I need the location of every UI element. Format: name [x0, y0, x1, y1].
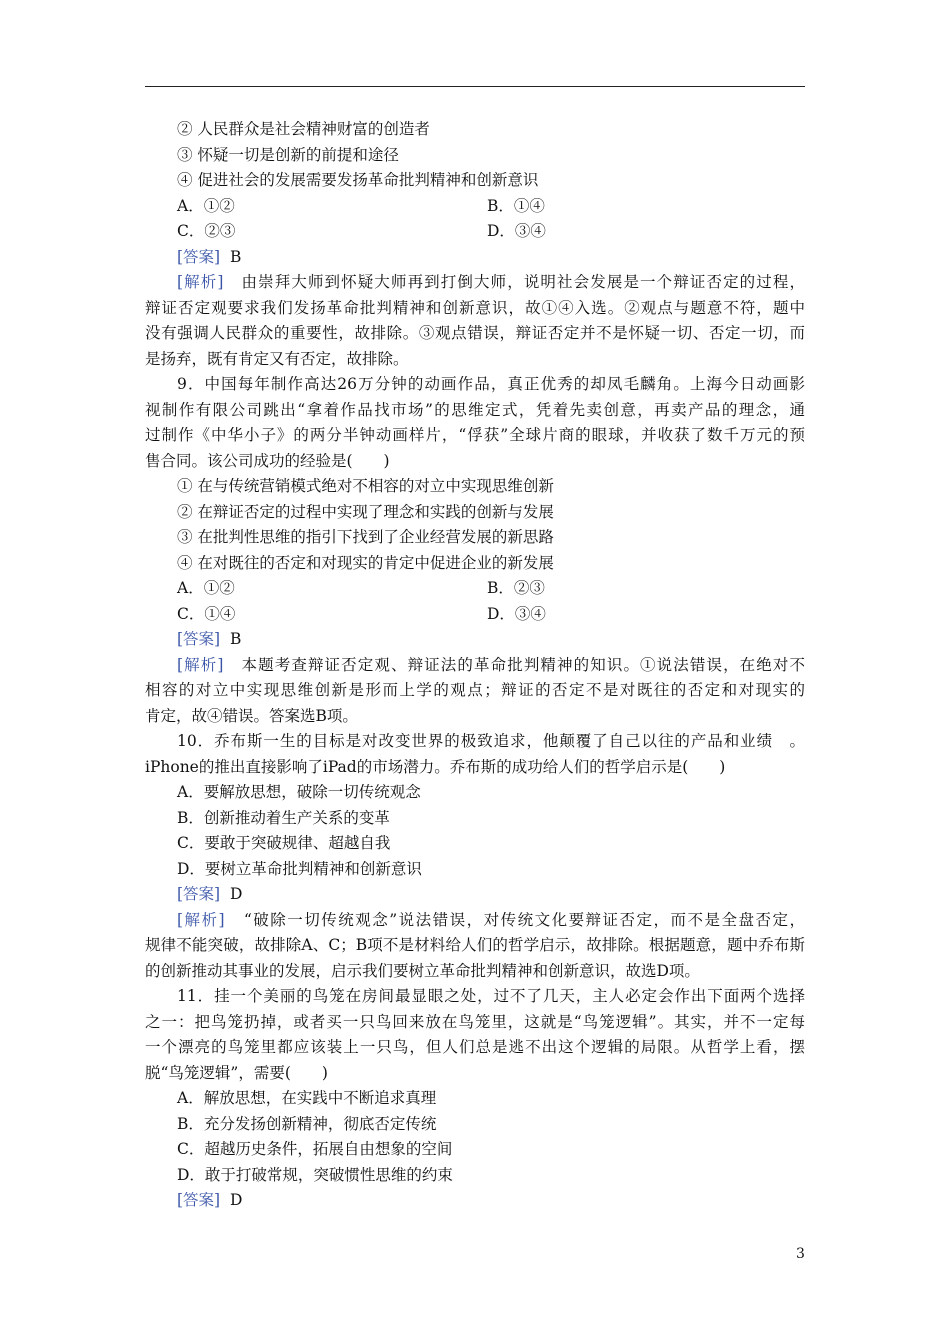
q11-choice-c: C．超越历史条件，拓展自由想象的空间	[177, 1140, 453, 1158]
q8-answer-value: B	[229, 247, 242, 266]
q8-option-d: D．③④	[487, 222, 546, 240]
answer-tag: [答案]	[177, 1191, 221, 1209]
q8-option-a: A．①②	[177, 196, 235, 215]
q8-item-3: ③ 怀疑一切是创新的前提和途径	[177, 145, 399, 164]
q8-answer	[145, 245, 805, 271]
q8-analysis-line-1: [解析] 由崇拜大师到怀疑大师再到打倒大师，说明社会发展是一个辩证否定的过程，	[177, 273, 805, 291]
q8-option-c: C．②③	[177, 222, 236, 240]
q10-analysis-line-3: 的创新推动其事业的发展，启示我们要树立革命批判精神和创新意识，故选D项。	[145, 961, 700, 980]
q8-analysis-line-2: 辩证否定观要求我们发扬革命批判精神和创新意识，故①④入选。②观点与题意不符，题中	[145, 298, 805, 317]
q9-answer-value: B	[229, 630, 242, 648]
q11-answer	[145, 1188, 805, 1214]
q11-stem-line-1: 11．挂一个美丽的鸟笼在房间最显眼之处，过不了几天，主人必定会作出下面两个选择	[177, 987, 805, 1005]
q8-option-b: B．①④	[487, 196, 545, 215]
q9-analysis-line-3: 肯定，故④错误。答案选B项。	[145, 706, 358, 725]
analysis-tag: [解析]	[177, 910, 225, 929]
q10-answer-value: D	[229, 885, 243, 903]
page-number: 3	[796, 1246, 805, 1262]
q11-choice-d: D．敢于打破常规，突破惯性思维的约束	[177, 1165, 453, 1184]
q9-option-c: C．①④	[177, 604, 236, 623]
q8-options-row-1	[145, 194, 805, 220]
answer-tag: [答案]	[177, 885, 221, 903]
q10-choice-d: D．要树立革命批判精神和创新意识	[177, 859, 422, 878]
q8-options-row-2	[145, 219, 805, 245]
q10-analysis-line-2: 规律不能突破，故排除A、C；B项不是材料给人们的哲学启示，故排除。根据题意，题中乔布斯	[145, 936, 805, 954]
q8-item-4: ④ 促进社会的发展需要发扬革命批判精神和创新意识	[177, 171, 539, 189]
answer-tag: [答案]	[177, 247, 221, 266]
header-rule	[145, 86, 805, 87]
q10-choice-b: B．创新推动着生产关系的变革	[177, 808, 390, 827]
q10-answer	[145, 882, 805, 908]
q9-option-d: D．③④	[487, 604, 546, 623]
analysis-tag: [解析]	[177, 273, 224, 291]
q8-analysis-line-4: 是扬弃，既有肯定又有否定，故排除。	[145, 349, 409, 368]
q9-options-row-1	[145, 576, 805, 602]
q9-option-b: B．②③	[487, 579, 545, 597]
q9-stem-line-2: 视制作有限公司跳出“拿着作品找市场”的思维定式，凭着先卖创意，再卖产品的理念，通	[145, 400, 805, 419]
q11-answer-value: D	[229, 1191, 243, 1209]
analysis-tag: [解析]	[177, 655, 224, 674]
q9-analysis-line-2: 相容的对立中实现思维创新是形而上学的观点；辩证的否定不是对既往的否定和对现实的	[145, 681, 805, 699]
q8-analysis-line-3: 没有强调人民群众的重要性，故排除。③观点错误，辩证否定并不是怀疑一切、否定一切，而	[145, 324, 805, 342]
q9-stem-line-3: 过制作《中华小子》的两分半钟动画样片，“俘获”全球片商的眼球，并收获了数千万元的预	[145, 426, 805, 444]
page-content	[145, 117, 805, 1214]
q11-stem-line-4: 脱“鸟笼逻辑”，需要( )	[145, 1063, 328, 1082]
q10-stem-line-2: iPhone的推出直接影响了iPad的市场潜力。乔布斯的成功给人们的哲学启示是( )	[145, 757, 726, 776]
q9-item-3: ③ 在批判性思维的指引下找到了企业经营发展的新思路	[177, 528, 554, 546]
q11-choice-a: A．解放思想，在实践中不断追求真理	[177, 1089, 437, 1107]
q10-analysis-line-1: [解析] “破除一切传统观念”说法错误，对传统文化要辩证否定，而不是全盘否定，	[177, 910, 805, 929]
q11-stem-line-3: 一个漂亮的鸟笼里都应该装上一只鸟，但人们总是逃不出这个逻辑的局限。从哲学上看，摆	[145, 1038, 805, 1056]
q9-item-2: ② 在辩证否定的过程中实现了理念和实践的创新与发展	[177, 502, 554, 521]
q11-stem-line-2: 之一：把鸟笼扔掉，或者买一只鸟回来放在鸟笼里，这就是“鸟笼逻辑”。其实，并不一定每	[145, 1012, 805, 1031]
q10-choice-c: C．要敢于突破规律、超越自我	[177, 834, 391, 852]
q9-answer	[145, 627, 805, 653]
q9-analysis-line-1: [解析] 本题考查辩证否定观、辩证法的革命批判精神的知识。①说法错误，在绝对不	[177, 655, 805, 674]
q9-options-row-2	[145, 602, 805, 628]
answer-tag: [答案]	[177, 630, 221, 648]
q8-item-2: ② 人民群众是社会精神财富的创造者	[177, 120, 430, 138]
q10-choice-a: A．要解放思想，破除一切传统观念	[177, 783, 421, 801]
q9-stem-line-4: 售合同。该公司成功的经验是( )	[145, 451, 390, 470]
q9-option-a: A．①②	[177, 579, 235, 597]
q10-stem-line-1: 10．乔布斯一生的目标是对改变世界的极致追求，他颠覆了自己以往的产品和业绩 。	[177, 732, 805, 750]
q9-item-1: ① 在与传统营销模式绝对不相容的对立中实现思维创新	[177, 477, 554, 495]
q11-choice-b: B．充分发扬创新精神，彻底否定传统	[177, 1114, 437, 1133]
q9-stem-line-1: 9．中国每年制作高达26万分钟的动画作品，真正优秀的却凤毛麟角。上海今日动画影	[177, 375, 805, 393]
q9-item-4: ④ 在对既往的否定和对现实的肯定中促进企业的新发展	[177, 553, 554, 572]
